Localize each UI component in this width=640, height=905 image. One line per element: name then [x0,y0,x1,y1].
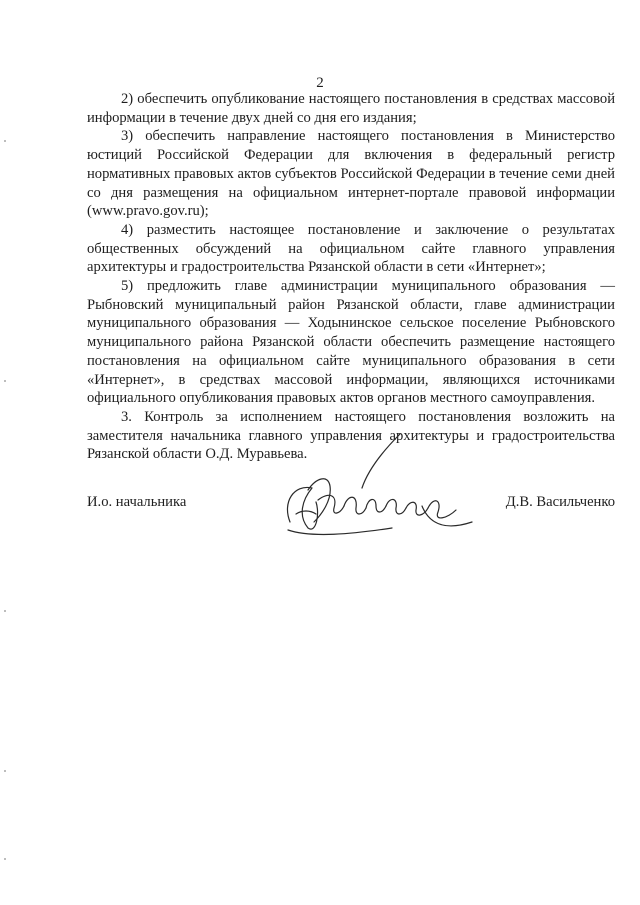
signature-block [87,494,615,534]
signatory-position: И.о. начальника [87,494,187,510]
scan-artifact [4,770,6,772]
scan-artifact [4,380,6,382]
paragraph-publication: 2) обеспечить опубликование настоящего постановления в средствах массовой информации в течение двух дней со дня его издания; [87,91,615,126]
signatory-name: Д.В. Васильченко [505,494,615,510]
page-number: 2 [316,75,324,91]
scan-artifact [4,610,6,612]
document-body [87,90,615,464]
paragraph-control: 3. Контроль за исполнением настоящего постановления возложить на заместителя начальника главного управления архитектуры и градостроительства Рязанской области О.Д. Муравьева. [87,408,615,463]
paragraph-website: 4) разместить настоящее постановление и заключение о результатах общественных обсуждений на официальном сайте главного управления архитектуры и градостроительства Рязанской области в сети «Интернет»; [87,221,615,276]
paragraph-municipal: 5) предложить главе администрации муниципального образования — Рыбновский муниципальный район Рязанской области, главе администрации муниципального образования — Ходынинское сельское поселение Рыбновского муниципального района Рязанской области обеспечить размещение настоящего постановления на официальном сайте муниципального образования в сети «Интернет», в средствах массовой информации, являющихся источниками официального опубликования правовых актов органов местного самоуправления. [87,278,615,407]
scan-artifact [4,858,6,860]
paragraph-registry: 3) обеспечить направление настоящего постановления в Министерство юстиций Российской Федерации для включения в федеральный регистр нормативных правовых актов субъектов Российской Федерации в течение семи дней со дня размещения на официальном интернет-портале правовой информации (www.pravo.gov.ru); [87,128,615,220]
scan-artifact [4,140,6,142]
